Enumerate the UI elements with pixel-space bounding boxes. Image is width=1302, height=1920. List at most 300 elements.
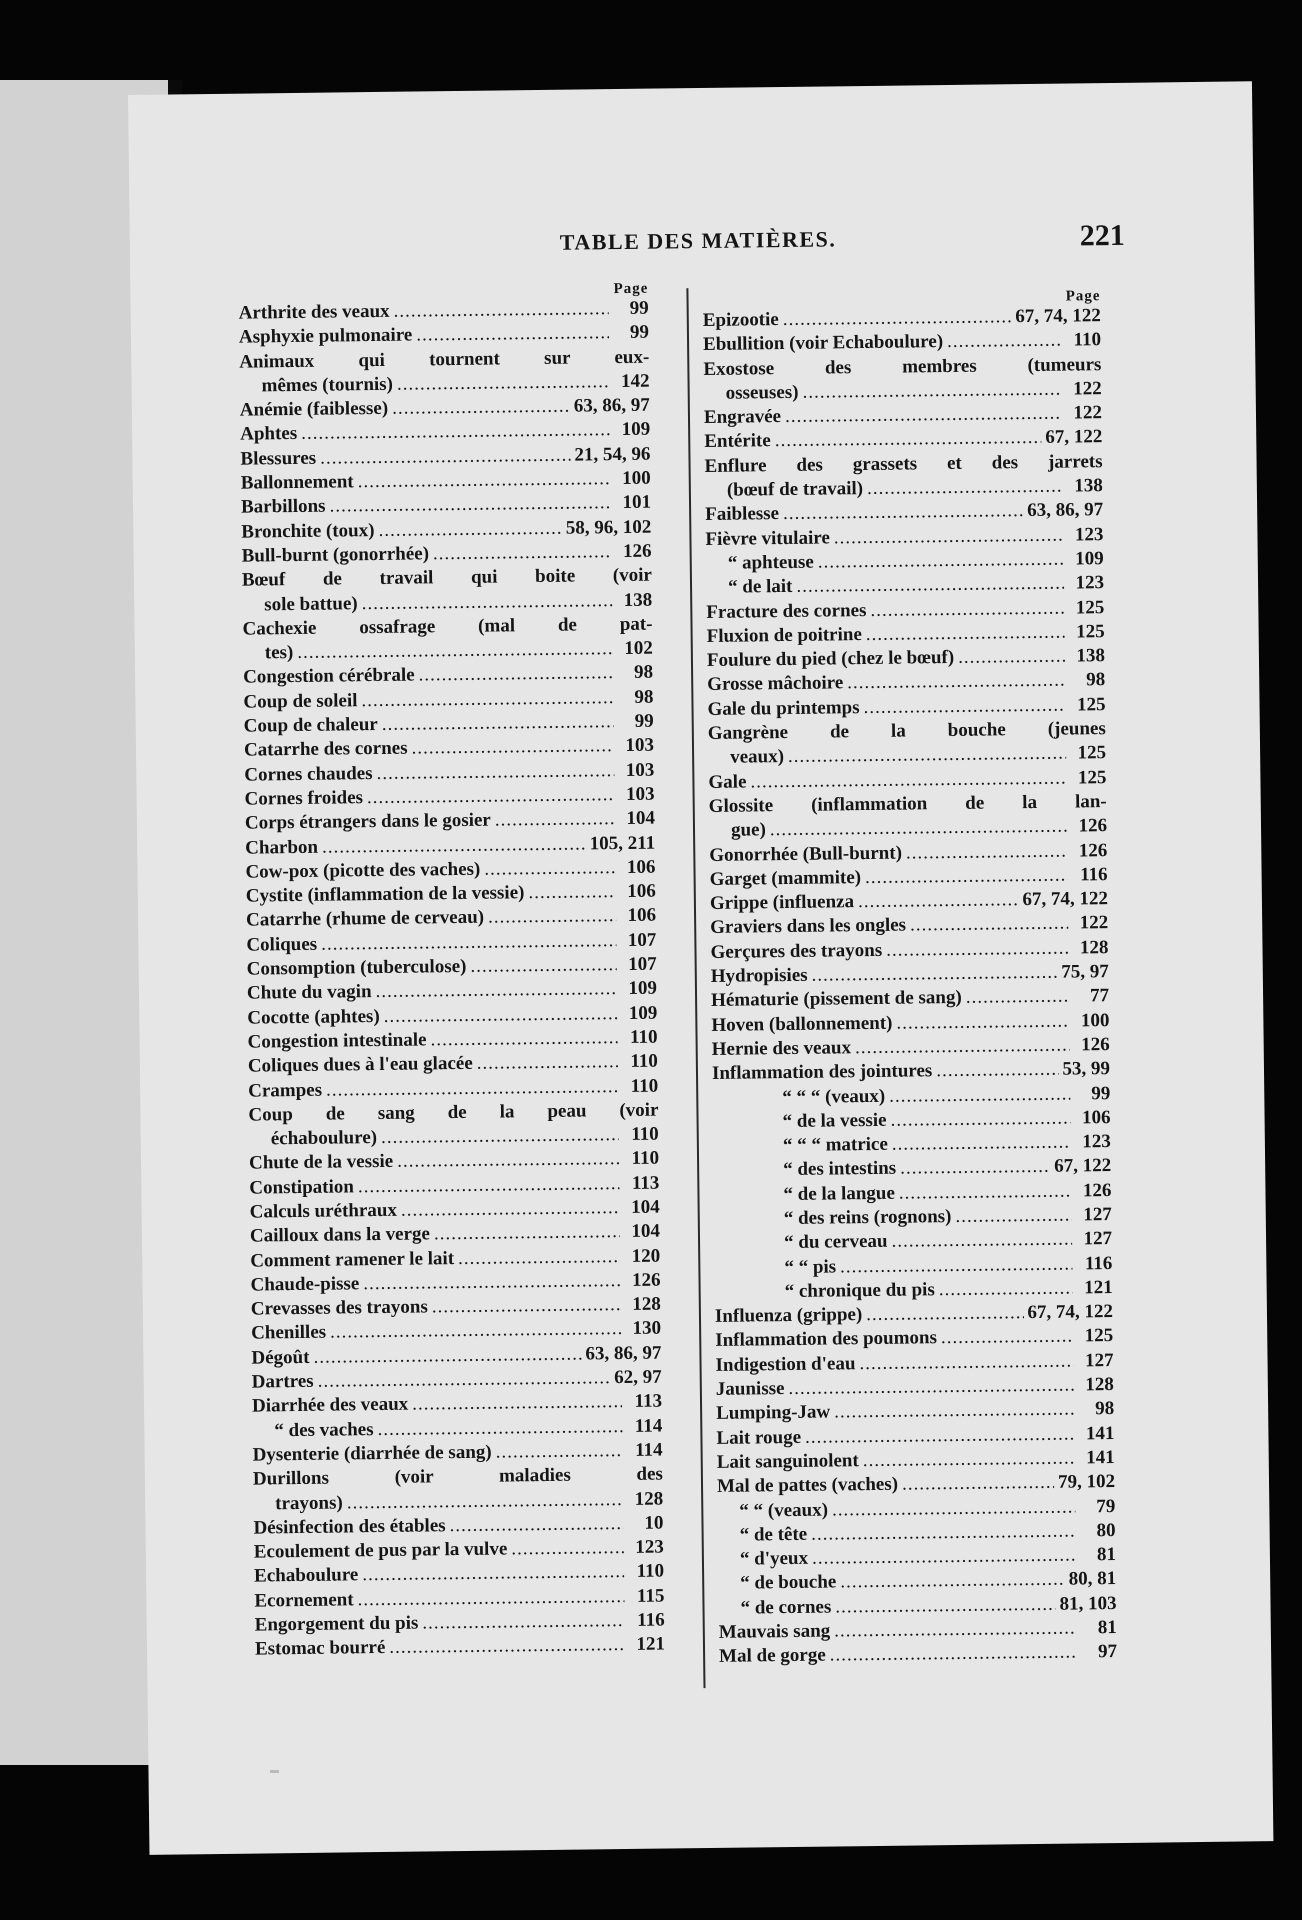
- entry-page: 122: [1073, 402, 1103, 424]
- entry-page: 121: [1084, 1276, 1113, 1299]
- entry-label: mêmes (tournis): [261, 373, 394, 397]
- dot-leader: [477, 1050, 618, 1076]
- entry-page: 125: [1077, 766, 1107, 789]
- dot-leader: [936, 1058, 1059, 1084]
- entry-page: 141: [1086, 1447, 1115, 1469]
- entry-page: 116: [637, 1609, 665, 1631]
- entry-page: 67, 74, 122: [1022, 888, 1109, 911]
- dot-leader: [863, 693, 1065, 720]
- entry-page: 104: [626, 807, 656, 830]
- entry-page: 103: [625, 783, 655, 805]
- entry-label: Jaunisse: [715, 1378, 785, 1400]
- entry-label: Ebullition (voir Echaboulure): [702, 331, 944, 356]
- dot-leader: [939, 1276, 1073, 1302]
- entry-page: 128: [634, 1488, 664, 1510]
- entry-page: 110: [1073, 329, 1102, 351]
- dot-leader: [495, 1439, 622, 1465]
- entry-page: 98: [634, 686, 654, 708]
- dot-leader: [401, 1196, 620, 1223]
- dot-leader: [900, 1155, 1050, 1181]
- entry-label: “ de bouche: [740, 1571, 837, 1595]
- entry-label: Crevasses des trayons: [250, 1296, 428, 1320]
- entry-label: Comment ramener le lait: [250, 1247, 455, 1272]
- entry-label: Estomac bourré: [254, 1637, 386, 1660]
- entry-page: 99: [1091, 1082, 1111, 1104]
- entry-label: “ de la langue: [783, 1182, 895, 1205]
- dot-leader: [389, 1633, 625, 1660]
- entry-label: Catarrhe des cornes: [243, 737, 408, 761]
- entry-label: Grippe (influenza: [709, 891, 855, 915]
- entry-label: Graviers dans les ongles: [710, 914, 907, 939]
- dot-leader: [362, 1560, 624, 1587]
- entry-page: 79, 102: [1057, 1471, 1116, 1493]
- dot-leader: [955, 1204, 1072, 1230]
- dot-leader: [363, 1269, 621, 1296]
- dot-leader: [870, 596, 1064, 623]
- entry-page: 125: [1076, 620, 1105, 643]
- entry-page: 77: [1089, 985, 1110, 1007]
- entry-page: 126: [1078, 839, 1108, 861]
- entry-page: 106: [1081, 1106, 1111, 1129]
- entry-page: 106: [626, 856, 656, 878]
- entry-label: Bronchite (toux): [241, 519, 375, 543]
- dot-leader: [867, 475, 1063, 502]
- entry-label: Engorgement du pis: [254, 1612, 419, 1636]
- entry-label: osseuses): [725, 381, 799, 404]
- entry-label: Cocotte (aphtes): [247, 1005, 380, 1029]
- entry-label: Mal de pattes (vaches): [716, 1473, 899, 1498]
- entry-page: 125: [1076, 693, 1106, 716]
- entry-page: 109: [628, 1002, 658, 1024]
- column-heading: Page: [1065, 288, 1101, 305]
- entry-page: 142: [620, 370, 650, 392]
- dot-leader: [528, 880, 616, 905]
- dot-leader: [416, 321, 609, 348]
- dot-leader: [329, 492, 611, 520]
- entry-page: 125: [1075, 596, 1105, 619]
- entry-page: 103: [625, 734, 655, 757]
- dot-leader: [886, 936, 1069, 963]
- entry-label: “ d'yeux: [739, 1547, 809, 1570]
- dot-leader: [320, 443, 571, 470]
- dot-leader: [811, 1519, 1076, 1547]
- entry-label: “ chronique du pis: [784, 1279, 935, 1302]
- dot-leader: [941, 1325, 1074, 1351]
- entry-label: Chaude-pisse: [250, 1273, 360, 1296]
- entry-label: Chute de la vessie: [248, 1151, 394, 1174]
- entry-page: 98: [1094, 1398, 1115, 1420]
- entry-page: 128: [632, 1293, 661, 1316]
- index-entry-title: Exostose des membres (tumeurs: [703, 353, 1102, 380]
- entry-label: Dégoût: [251, 1346, 310, 1369]
- dot-leader: [805, 1422, 1075, 1450]
- entry-page: 63, 86, 97: [1027, 499, 1104, 522]
- dot-leader: [412, 1390, 622, 1417]
- entry-label: Constipation: [249, 1176, 355, 1199]
- entry-label: Garget (mammite): [709, 866, 862, 890]
- entry-label: Gerçures des trayons: [710, 939, 883, 963]
- entry-label: sole battue): [264, 592, 358, 615]
- entry-page: 62, 97: [614, 1366, 662, 1389]
- entry-label: Cornes froides: [244, 787, 364, 810]
- dot-leader: [361, 589, 612, 616]
- entry-label: Gale du printemps: [707, 696, 860, 720]
- index-entry-title: Coup de sang de la peau (voir: [248, 1099, 659, 1126]
- index-entry: [704, 401, 1102, 430]
- dot-leader: [326, 1075, 618, 1103]
- entry-label: Fluxion de poitrine: [706, 623, 862, 647]
- dot-leader: [313, 1342, 581, 1370]
- entry-page: 100: [1080, 1009, 1110, 1032]
- entry-label: “ “ “ matrice: [782, 1133, 888, 1157]
- dot-leader: [317, 1366, 610, 1394]
- entry-page: 126: [1078, 815, 1108, 837]
- entry-page: 123: [1075, 572, 1105, 594]
- dot-leader: [358, 467, 611, 494]
- dot-leader: [910, 912, 1068, 938]
- dot-leader: [866, 1301, 1024, 1327]
- entry-page: 127: [1083, 1228, 1113, 1250]
- dot-leader: [392, 395, 570, 421]
- dot-leader: [812, 1544, 1076, 1572]
- entry-label: gue): [730, 819, 766, 841]
- entry-label: Coliques dues à l'eau glacée: [247, 1053, 473, 1077]
- dot-leader: [783, 305, 1012, 332]
- index-entry-title: Enflure des grassets et des jarrets: [704, 450, 1103, 477]
- dot-leader: [367, 783, 615, 810]
- dot-leader: [802, 378, 1061, 405]
- entry-label: Ecoulement de pus par la vulve: [253, 1538, 508, 1563]
- entry-label: Lumping-Jaw: [716, 1401, 831, 1425]
- entry-page: 58, 96, 102: [565, 516, 652, 539]
- dot-leader: [397, 1147, 619, 1174]
- entry-page: 114: [634, 1415, 663, 1437]
- entry-page: 97: [1097, 1641, 1118, 1663]
- entry-page: 98: [633, 662, 654, 684]
- entry-page: 81: [1097, 1617, 1117, 1639]
- entry-page: 138: [623, 589, 653, 611]
- dot-leader: [488, 905, 616, 931]
- dot-leader: [859, 1349, 1073, 1376]
- entry-page: 99: [634, 710, 654, 732]
- entry-page: 122: [1073, 378, 1102, 400]
- dot-leader: [433, 540, 612, 566]
- dot-leader: [892, 1131, 1071, 1157]
- entry-label: “ des intestins: [783, 1158, 897, 1181]
- entry-label: Catarrhe (rhume de cerveau): [245, 907, 485, 932]
- dot-leader: [775, 426, 1042, 454]
- entry-page: 126: [1082, 1179, 1112, 1202]
- dot-leader: [418, 662, 613, 689]
- entry-page: 104: [630, 1196, 660, 1218]
- entry-label: Hématurie (pissement de sang): [710, 987, 962, 1012]
- index-entry: [719, 1640, 1117, 1669]
- entry-page: 128: [1085, 1374, 1114, 1396]
- entry-page: 130: [632, 1318, 662, 1340]
- index-entry: [713, 1130, 1111, 1159]
- entry-page: 126: [631, 1269, 661, 1291]
- entry-page: 113: [631, 1172, 660, 1194]
- entry-page: 125: [1077, 742, 1107, 764]
- dot-leader: [855, 1033, 1070, 1060]
- entry-page: 120: [631, 1245, 661, 1267]
- dot-leader: [393, 297, 608, 324]
- dot-leader: [495, 807, 615, 833]
- entry-label: échaboulure): [270, 1127, 378, 1150]
- entry-page: 106: [627, 905, 657, 927]
- entry-page: 141: [1085, 1422, 1115, 1445]
- entry-page: 104: [631, 1220, 661, 1243]
- entry-page: 128: [1079, 936, 1109, 959]
- entry-label: “ de cornes: [740, 1596, 832, 1619]
- dot-leader: [511, 1536, 624, 1562]
- entry-page: 67, 122: [1054, 1155, 1112, 1178]
- dot-leader: [840, 1252, 1073, 1279]
- entry-label: Hernie des veaux: [711, 1037, 852, 1060]
- dot-leader: [906, 839, 1068, 865]
- index-page: [128, 81, 1273, 1855]
- entry-label: Cornes chaudes: [244, 762, 373, 786]
- entry-page: 123: [1074, 523, 1104, 546]
- dot-leader: [321, 929, 617, 957]
- entry-page: 109: [621, 419, 651, 441]
- entry-page: 110: [636, 1560, 665, 1583]
- dot-leader: [397, 370, 610, 397]
- entry-label: tes): [264, 642, 294, 664]
- entry-label: “ de lait: [727, 576, 793, 598]
- entry-page: 138: [1076, 645, 1106, 667]
- entry-label: veaux): [730, 746, 785, 769]
- dot-leader: [378, 516, 562, 543]
- entry-label: Crampes: [248, 1079, 323, 1102]
- dot-leader: [866, 620, 1065, 647]
- entry-page: 67, 74, 122: [1027, 1301, 1114, 1324]
- entry-label: Inflammation des poumons: [715, 1327, 938, 1352]
- entry-label: Coliques: [246, 933, 318, 956]
- entry-label: Congestion intestinale: [247, 1029, 427, 1053]
- entry-page: 127: [1084, 1349, 1114, 1372]
- entry-label: Corps étrangers dans le gosier: [244, 809, 491, 834]
- scan-mark: [270, 1770, 279, 1773]
- dot-leader: [863, 1446, 1075, 1473]
- dot-leader: [770, 815, 1067, 843]
- column-heading: Page: [613, 280, 649, 298]
- entry-label: Cystite (inflammation de la vessie): [245, 882, 525, 907]
- entry-label: Ecornement: [254, 1589, 354, 1612]
- entry-page: 100: [622, 467, 651, 490]
- entry-label: “ “ (veaux): [739, 1499, 829, 1522]
- dot-leader: [375, 977, 617, 1004]
- entry-page: 109: [628, 977, 658, 1000]
- dot-leader: [796, 572, 1064, 600]
- entry-page: 99: [629, 321, 650, 344]
- dot-leader: [361, 686, 613, 713]
- entry-page: 121: [636, 1633, 666, 1656]
- entry-label: Congestion cérébrale: [242, 664, 415, 689]
- index-entry: [718, 1567, 1116, 1596]
- entry-page: 109: [1075, 548, 1104, 570]
- entry-page: 21, 54, 96: [574, 443, 651, 466]
- entry-page: 107: [627, 929, 657, 951]
- entry-label: (bœuf de travail): [726, 478, 864, 501]
- entry-page: 106: [627, 880, 656, 903]
- entry-page: 116: [1080, 863, 1108, 886]
- entry-page: 116: [1084, 1252, 1113, 1274]
- entry-page: 127: [1083, 1204, 1112, 1226]
- entry-page: 63, 86, 97: [573, 394, 650, 417]
- entry-page: 113: [634, 1390, 663, 1413]
- entry-page: 79: [1096, 1495, 1116, 1517]
- entry-label: “ de la vessie: [782, 1109, 887, 1132]
- entry-label: Coup de soleil: [243, 689, 358, 713]
- entry-label: Cow-pox (picotte des vaches): [245, 858, 481, 883]
- entry-label: Consomption (tuberculose): [246, 955, 467, 980]
- dot-leader: [449, 1512, 623, 1538]
- entry-label: Lait rouge: [716, 1426, 802, 1449]
- entry-page: 123: [1082, 1131, 1111, 1153]
- dot-leader: [330, 1318, 621, 1346]
- entry-page: 110: [630, 1075, 659, 1097]
- entry-label: Calculs uréthraux: [249, 1199, 398, 1223]
- entry-label: Lait sanguinolent: [716, 1450, 859, 1473]
- dot-leader: [785, 402, 1062, 430]
- dot-leader: [858, 888, 1019, 914]
- dot-leader: [432, 1293, 621, 1320]
- entry-label: Barbillons: [240, 495, 326, 519]
- entry-page: 125: [1084, 1325, 1114, 1347]
- dot-leader: [484, 856, 615, 882]
- index-column-right: [702, 288, 1117, 1669]
- dot-leader: [890, 1106, 1070, 1132]
- entry-label: Gonorrhée (Bull-burnt): [709, 842, 903, 866]
- dot-leader: [381, 1123, 619, 1150]
- entry-label: Chenilles: [251, 1322, 327, 1345]
- dot-leader: [840, 1568, 1065, 1595]
- entry-page: 103: [625, 759, 655, 781]
- entry-label: Coup de chaleur: [243, 714, 378, 737]
- entry-page: 123: [635, 1536, 664, 1559]
- dot-leader: [889, 1082, 1070, 1109]
- dot-leader: [958, 645, 1065, 671]
- entry-page: 10: [644, 1512, 664, 1534]
- dot-leader: [382, 710, 614, 737]
- dot-leader: [865, 863, 1068, 890]
- entry-page: 67, 74, 122: [1015, 305, 1101, 328]
- entry-label: Asphyxie pulmonaire: [238, 324, 413, 348]
- entry-page: 98: [1086, 669, 1106, 691]
- dot-leader: [422, 1609, 625, 1636]
- dot-leader: [811, 961, 1057, 988]
- index-entry-title: Glossite (inflammation de la lan-: [708, 791, 1107, 817]
- entry-page: 110: [631, 1147, 660, 1170]
- index-entry: [255, 1633, 665, 1662]
- entry-page: 67, 122: [1045, 426, 1103, 449]
- index-entry-title: Cachexie ossafrage (mal de pat-: [242, 613, 653, 640]
- dot-leader: [358, 1172, 620, 1199]
- entry-label: Foulure du pied (chez le bœuf): [706, 647, 955, 672]
- entry-label: “ des vaches: [274, 1418, 374, 1441]
- entry-page: 126: [1081, 1033, 1110, 1056]
- dot-leader: [347, 1488, 624, 1516]
- dot-leader: [458, 1245, 620, 1271]
- entry-label: “ du cerveau: [783, 1231, 888, 1254]
- entry-page: 107: [628, 953, 657, 975]
- dot-leader: [832, 1495, 1076, 1522]
- entry-label: Indigestion d'eau: [715, 1352, 856, 1376]
- entry-label: Diarrhée des veaux: [251, 1394, 409, 1417]
- entry-label: Dartres: [251, 1370, 314, 1393]
- dot-leader: [896, 1009, 1069, 1035]
- entry-label: Echaboulure: [253, 1564, 359, 1588]
- entry-page: 114: [635, 1439, 663, 1461]
- entry-page: 101: [622, 492, 652, 514]
- dot-leader: [847, 669, 1065, 696]
- dot-leader: [891, 1228, 1072, 1255]
- index-entry: [717, 1446, 1115, 1475]
- entry-page: 80: [1096, 1519, 1116, 1542]
- entry-page: 53, 99: [1062, 1058, 1111, 1080]
- dot-leader: [834, 1617, 1077, 1644]
- dot-leader: [411, 734, 614, 761]
- entry-page: 126: [622, 540, 652, 562]
- entry-page: 99: [629, 297, 649, 319]
- dot-leader: [377, 1415, 622, 1442]
- entry-page: 110: [630, 1050, 658, 1073]
- entry-label: Hoven (ballonnement): [711, 1012, 893, 1036]
- dot-leader: [966, 985, 1070, 1011]
- dot-leader: [322, 832, 586, 860]
- entry-label: Fracture des cornes: [706, 599, 867, 623]
- entry-label: Gale: [708, 771, 747, 793]
- entry-label: Hydropisies: [710, 964, 808, 987]
- entry-label: Aphtes: [240, 423, 298, 446]
- entry-label: Engravée: [703, 406, 782, 429]
- entry-label: Arthrite des veaux: [238, 300, 390, 324]
- entry-label: Ballonnement: [240, 471, 354, 494]
- entry-page: 138: [1074, 475, 1103, 497]
- entry-page: 122: [1079, 912, 1109, 934]
- entry-label: “ “ “ (veaux): [782, 1085, 886, 1108]
- dot-leader: [834, 523, 1064, 550]
- entry-label: Fièvre vitulaire: [705, 527, 830, 550]
- dot-leader: [470, 953, 617, 979]
- dot-leader: [434, 1220, 620, 1247]
- entry-label: Chute du vagin: [246, 981, 372, 1004]
- dot-leader: [818, 548, 1064, 575]
- entry-label: trayons): [275, 1492, 343, 1514]
- dot-leader: [834, 1398, 1074, 1425]
- entry-page: 102: [624, 637, 653, 660]
- dot-leader: [376, 759, 614, 786]
- page-title: TABLE DES MATIÈRES.: [559, 226, 837, 255]
- entry-label: Désinfection des étables: [253, 1515, 446, 1539]
- entry-label: Mal de gorge: [718, 1644, 826, 1668]
- index-entry-title: Gangrène de la bouche (jeunes: [707, 718, 1106, 745]
- index-entry-title: Bœuf de travail qui boite (voir: [241, 564, 653, 591]
- entry-label: Epizootie: [702, 309, 779, 331]
- entry-label: Entérite: [704, 430, 771, 453]
- entry-label: “ des reins (rognons): [783, 1206, 952, 1230]
- dot-leader: [430, 1026, 617, 1053]
- entry-page: 105, 211: [589, 832, 656, 854]
- page-number: 221: [1079, 218, 1125, 253]
- dot-leader: [947, 329, 1061, 355]
- dot-leader: [902, 1471, 1054, 1497]
- dot-leader: [835, 1593, 1056, 1620]
- entry-page: 80, 81: [1068, 1568, 1117, 1591]
- dot-leader: [830, 1641, 1078, 1668]
- entry-page: 81: [1096, 1544, 1117, 1566]
